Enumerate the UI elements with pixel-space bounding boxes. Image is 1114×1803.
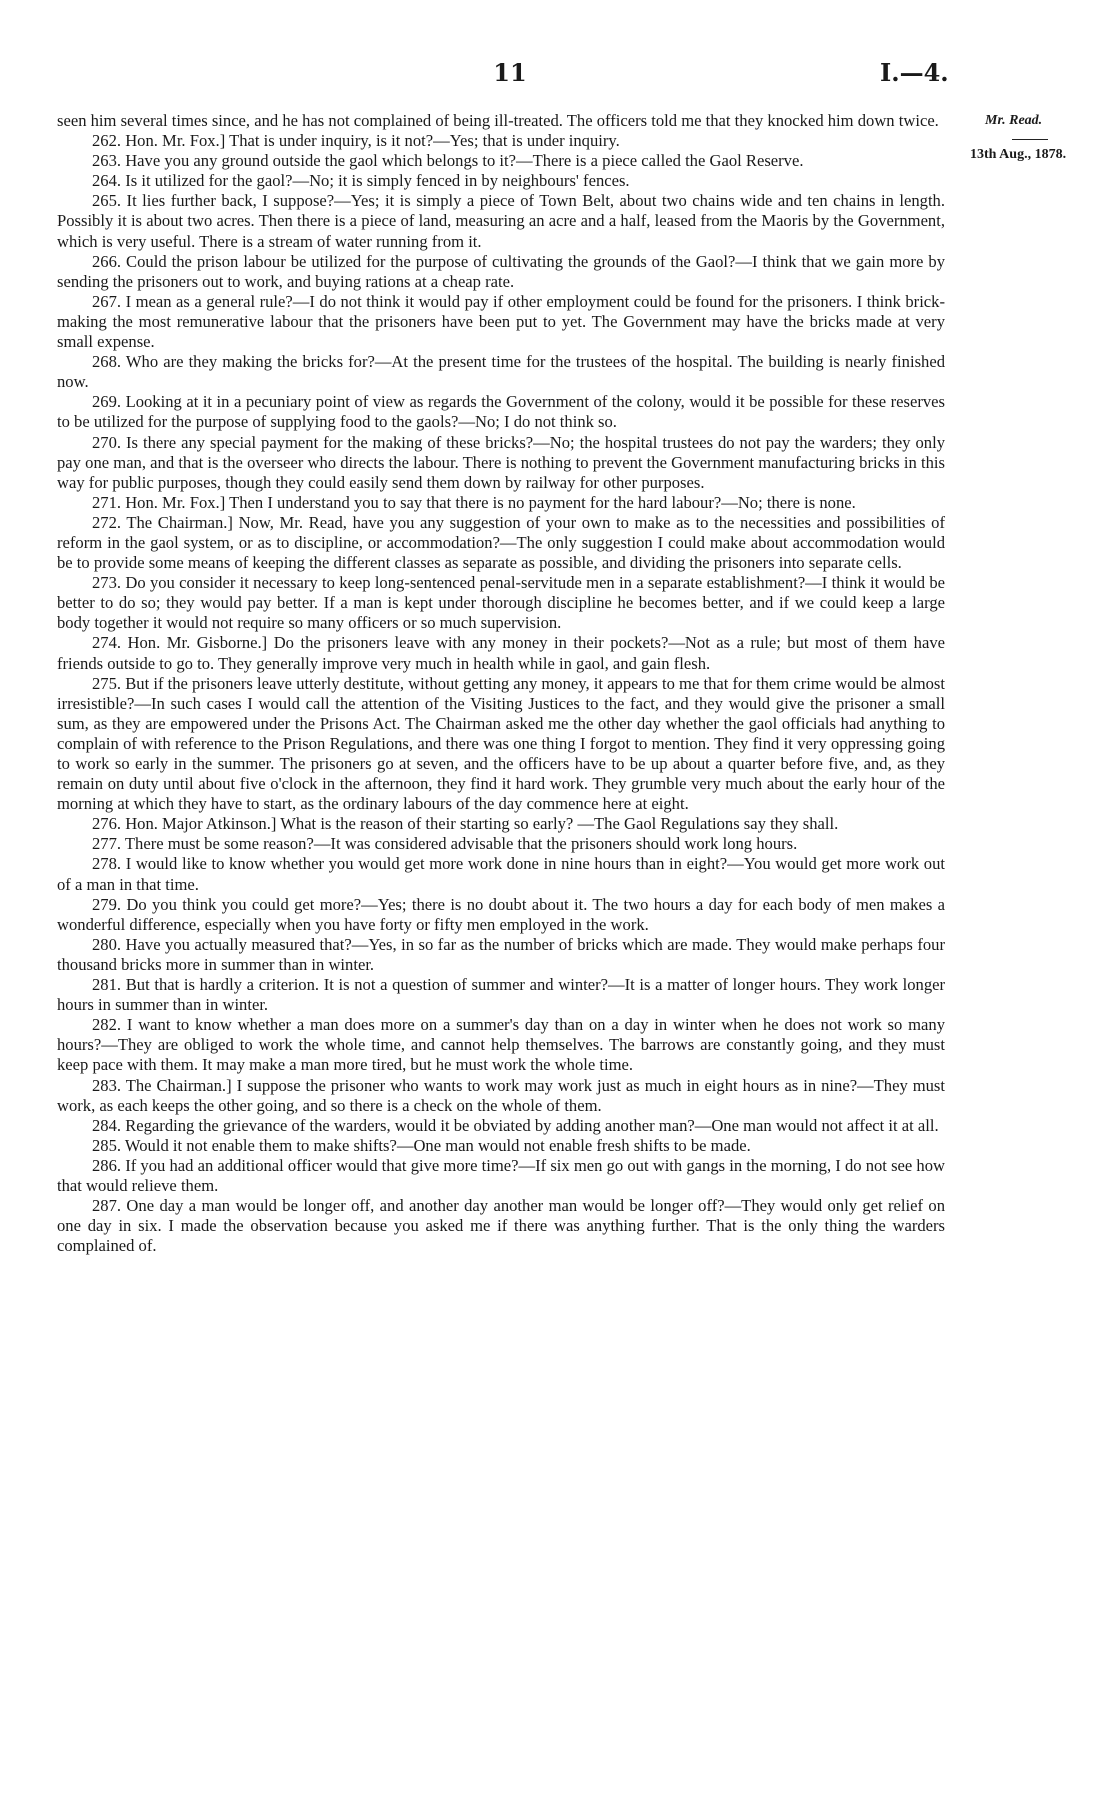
evidence-paragraph	[57, 111, 945, 131]
question-text: Is it utilized for the gaol?—No; it is simply fenced in by neighbours' fences.	[125, 171, 630, 191]
question-text: But if the prisoners leave utterly destitute, without getting any money, it appears to me that for them crime would be almost irresistible?—In such cases I would call the attention of the Visiting Justices to the fact, and they would give the prisoner a small sum, as they are empowered under the Prisons Act. The Chairman asked me the other day whether the gaol officials had anything to complain of with reference to the Prison Regulations, and there was one thing I forgot to mention. They find it very oppressing going to work so early in the summer. The prisoners go at seven, and the officers have to be up about a quarter before five, and, as they remain on duty until about five o'clock in the afternoon, they find it hard work. They grumble very much about the early hour of the morning at which they have to start, as the ordinary labours of the day commence here at eight.	[57, 673, 945, 814]
margin-rule	[1012, 139, 1048, 140]
question-label: 272. The Chairman.]	[92, 512, 233, 532]
question-text: There must be some reason?—It was considered advisable that the prisoners should work long hours.	[124, 834, 798, 854]
question-text: What is the reason of their starting so early? —The Gaol Regulations say they shall.	[280, 814, 839, 834]
witness-name: Mr. Read.	[985, 113, 1043, 128]
question-text: I mean as a general rule?—I do not think it would pay if other employment could be found for the prisoners. I think brick-making the most remunerative labour that the prisoners have been put to yet. The Government may have the bricks made at very small expense.	[57, 291, 945, 352]
paper-reference: I.—4.	[880, 58, 949, 87]
evidence-body	[57, 111, 945, 1256]
question-label: 265.	[92, 191, 122, 211]
evidence-paragraph	[57, 1196, 945, 1256]
question-label: 271. Hon. Mr. Fox.]	[92, 492, 226, 512]
question-label: 273.	[92, 573, 122, 593]
question-text: It lies further back, I suppose?—Yes; it is simply a piece of Town Belt, about two chains wide and ten chains in length. Possibly it is about two acres. Then there is a piece of land, measuring an acre and a half, leased from the Maoris by the Government, which is very useful. There is a stream of water running from it.	[57, 191, 946, 251]
question-label: 263.	[92, 151, 122, 171]
question-label: 287.	[92, 1196, 122, 1216]
question-text: Could the prison labour be utilized for the purpose of cultivating the grounds of the Gaol?—I think that we gain more by sending the prisoners out to work, and buying rations at a cheap rate.	[57, 251, 946, 291]
page-number: 11	[493, 58, 527, 87]
question-text: I want to know whether a man does more on a summer's day than on a day in winter when he does not work so many hours?—They are obliged to work the whole time, and cannot help themselves. The barrows are constantly going, and they must keep pace with them. It may make a man more tired, but he must work the whole time.	[57, 1015, 945, 1075]
evidence-paragraph	[57, 895, 945, 935]
question-label: 274. Hon. Mr. Gisborne.]	[92, 633, 268, 653]
question-label: 286.	[92, 1155, 122, 1175]
question-text: Do the prisoners leave with any money in their pockets?—Not as a rule; but most of them have friends outside to go to. They generally improve very much in health while in gaol, and gain flesh.	[57, 633, 946, 673]
question-text: Looking at it in a pecuniary point of view as regards the Government of the colony, would it be possible for these reserves to be utilized for the purpose of supplying food to the gaols?—No; I do not think so.	[57, 392, 945, 432]
question-text: Have you any ground outside the gaol which belongs to it?—There is a piece called the Gaol Reserve.	[125, 151, 804, 171]
evidence-paragraph	[57, 814, 945, 834]
question-text: Have you actually measured that?—Yes, in so far as the number of bricks which are made. They would make perhaps four thousand bricks more in summer than in winter.	[57, 934, 945, 974]
evidence-paragraph	[57, 171, 945, 191]
question-label: 262. Hon. Mr. Fox.]	[92, 131, 226, 151]
evidence-paragraph	[57, 573, 945, 633]
question-label: 276. Hon. Major Atkinson.]	[92, 814, 277, 834]
evidence-paragraph	[57, 834, 945, 854]
question-text: Regarding the grievance of the warders, would it be obviated by adding another man?—One man would not affect it at all.	[125, 1115, 939, 1135]
evidence-paragraph	[57, 352, 945, 392]
evidence-paragraph	[57, 1015, 945, 1075]
question-label: 268.	[92, 352, 122, 372]
question-label: 269.	[92, 392, 122, 412]
evidence-paragraph	[57, 131, 945, 151]
question-text: I suppose the prisoner who wants to work may work just as much in eight hours as in nine?—They must work, as each keeps the other going, and so there is a check on the whole of them.	[57, 1075, 945, 1115]
question-text: Then I understand you to say that there is no payment for the hard labour?—No; there is none.	[229, 492, 856, 512]
question-label: 285.	[92, 1135, 122, 1155]
question-label: 284.	[92, 1115, 122, 1135]
question-label: 270.	[92, 432, 122, 452]
evidence-paragraph	[57, 191, 945, 251]
question-label: 277.	[92, 834, 122, 854]
question-text: I would like to know whether you would get more work done in nine hours than in eight?—You would get more work out of a man in that time.	[57, 854, 945, 894]
question-label: 281.	[92, 975, 122, 995]
question-text: seen him several times since, and he has not complained of being ill-treated. The officers told me that they knocked him down twice.	[57, 111, 939, 130]
question-text: One day a man would be longer off, and another day another man would be longer off?—They would only get relief on one day in six. I made the observation because you asked me if there was anything further. That is the only thing the warders complained of.	[57, 1196, 945, 1256]
question-label: 266.	[92, 251, 122, 271]
question-label: 278.	[92, 854, 122, 874]
question-label: 264.	[92, 171, 122, 191]
question-text: Do you think you could get more?—Yes; there is no doubt about it. The two hours a day for each body of men makes a wonderful difference, especially when you have forty or fifty men employed in the work.	[57, 894, 945, 934]
evidence-paragraph	[57, 1116, 945, 1136]
question-label: 275.	[92, 673, 122, 693]
question-label: 282.	[92, 1015, 122, 1035]
evidence-paragraph	[57, 151, 945, 171]
evidence-paragraph	[57, 935, 945, 975]
evidence-paragraph	[57, 1076, 945, 1116]
evidence-paragraph	[57, 633, 945, 673]
evidence-date: 13th Aug., 1878.	[970, 147, 1067, 162]
question-label: 279.	[92, 894, 122, 914]
evidence-paragraph	[57, 674, 945, 815]
evidence-paragraph	[57, 1156, 945, 1196]
question-text: Who are they making the bricks for?—At the present time for the trustees of the hospital. The building is nearly finished now.	[57, 352, 945, 392]
question-text: Is there any special payment for the making of these bricks?—No; the hospital trustees do not pay the warders; they only pay one man, and that is the overseer who directs the labour. There is nothing to prevent the Government manufacturing bricks in this way for public purposes, though they could easily send them down by railway for other purposes.	[57, 432, 945, 492]
evidence-paragraph	[57, 854, 945, 894]
evidence-paragraph	[57, 1136, 945, 1156]
question-text: Do you consider it necessary to keep long-sentenced penal-servitude men in a separate establishment?—I think it would be better to do so; they would pay better. If a man is kept under thorough discipline he becomes better, and if we could keep a large body together it would not require so many officers or so much supervision.	[57, 573, 945, 633]
evidence-paragraph	[57, 252, 945, 292]
question-label: 283. The Chairman.]	[92, 1075, 232, 1095]
question-label: 267.	[92, 291, 122, 311]
evidence-paragraph	[57, 433, 945, 493]
question-text: If you had an additional officer would that give more time?—If six men go out with gangs in the morning, I do not see how that would relieve them.	[57, 1155, 946, 1195]
question-text: But that is hardly a criterion. It is not a question of summer and winter?—It is a matter of longer hours. They work longer hours in summer than in winter.	[57, 975, 946, 1015]
evidence-paragraph	[57, 493, 945, 513]
question-text: That is under inquiry, is it not?—Yes; that is under inquiry.	[229, 131, 620, 151]
evidence-paragraph	[57, 513, 945, 573]
evidence-paragraph	[57, 975, 945, 1015]
question-text: Now, Mr. Read, have you any suggestion of your own to make as to the necessities and possibilities of reform in the gaol system, or as to discipline, or accommodation?—The only suggestion I could make about accommodation would be to provide some means of keeping the different classes as separate as possible, and dividing the prisoners into separate cells.	[57, 512, 945, 573]
question-label: 280.	[92, 934, 122, 954]
evidence-paragraph	[57, 392, 945, 432]
evidence-paragraph	[57, 292, 945, 352]
question-text: Would it not enable them to make shifts?—One man would not enable fresh shifts to be made.	[124, 1135, 751, 1155]
